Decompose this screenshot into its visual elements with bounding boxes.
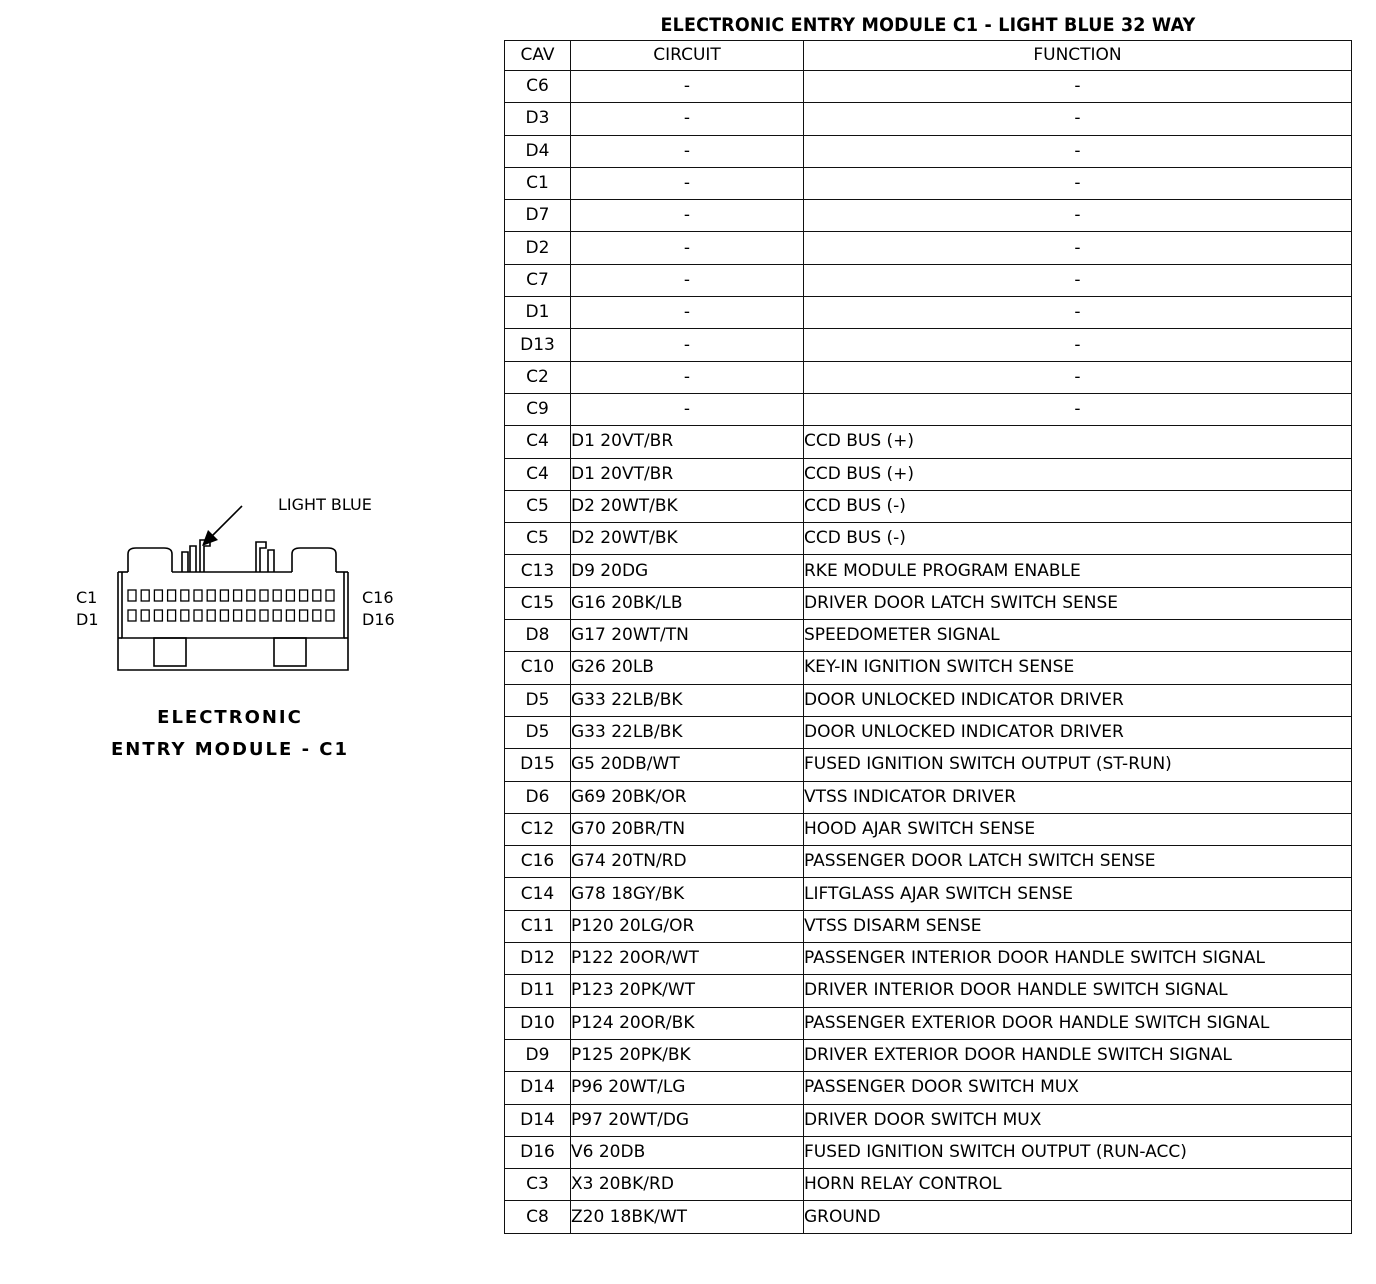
cavity: [260, 590, 268, 601]
cell-function: -: [804, 200, 1352, 232]
table-row: [505, 135, 1352, 167]
cell-cav: C5: [505, 490, 571, 522]
cavity: [141, 610, 149, 621]
table-row: [505, 264, 1352, 296]
cell-cav: C12: [505, 813, 571, 845]
table-row: [505, 426, 1352, 458]
cavity: [154, 610, 162, 621]
cavity: [168, 610, 176, 621]
cavity: [220, 610, 228, 621]
table-row: [505, 620, 1352, 652]
cavity: [234, 610, 242, 621]
table-row: [505, 749, 1352, 781]
cell-cav: D15: [505, 749, 571, 781]
cell-function: DOOR UNLOCKED INDICATOR DRIVER: [804, 716, 1352, 748]
table-row: [505, 1072, 1352, 1104]
table-row: [505, 71, 1352, 103]
cell-cav: C14: [505, 878, 571, 910]
pinout-body: [505, 71, 1352, 1234]
cell-cav: C4: [505, 426, 571, 458]
cell-cav: C4: [505, 458, 571, 490]
cell-circuit: -: [571, 103, 804, 135]
cell-cav: C9: [505, 393, 571, 425]
cell-function: VTSS INDICATOR DRIVER: [804, 781, 1352, 813]
cavity: [220, 590, 228, 601]
cell-circuit: -: [571, 361, 804, 393]
table-row: [505, 297, 1352, 329]
table-row: [505, 1007, 1352, 1039]
cavity: [300, 610, 308, 621]
cell-circuit: G16 20BK/LB: [571, 587, 804, 619]
cell-function: SPEEDOMETER SIGNAL: [804, 620, 1352, 652]
cavity: [128, 590, 136, 601]
cell-function: -: [804, 232, 1352, 264]
cell-circuit: Z20 18BK/WT: [571, 1201, 804, 1233]
cell-circuit: -: [571, 71, 804, 103]
header-cav: CAV: [505, 41, 571, 71]
cell-cav: C5: [505, 523, 571, 555]
table-row: [505, 555, 1352, 587]
cell-function: -: [804, 329, 1352, 361]
table-row: [505, 1039, 1352, 1071]
table-row: [505, 200, 1352, 232]
cell-function: PASSENGER INTERIOR DOOR HANDLE SWITCH SIGNAL: [804, 943, 1352, 975]
cell-cav: D9: [505, 1039, 571, 1071]
cell-function: VTSS DISARM SENSE: [804, 910, 1352, 942]
cavity: [181, 610, 189, 621]
cell-cav: D1: [505, 297, 571, 329]
cell-circuit: P120 20LG/OR: [571, 910, 804, 942]
cell-function: -: [804, 71, 1352, 103]
table-title: ELECTRONIC ENTRY MODULE C1 - LIGHT BLUE 32 WAY: [660, 14, 1196, 36]
cell-function: CCD BUS (-): [804, 490, 1352, 522]
cell-function: GROUND: [804, 1201, 1352, 1233]
cell-circuit: G17 20WT/TN: [571, 620, 804, 652]
cell-function: DRIVER DOOR LATCH SWITCH SENSE: [804, 587, 1352, 619]
cavity: [273, 590, 281, 601]
cell-function: PASSENGER EXTERIOR DOOR HANDLE SWITCH SIGNAL: [804, 1007, 1352, 1039]
cell-circuit: P123 20PK/WT: [571, 975, 804, 1007]
cell-cav: D10: [505, 1007, 571, 1039]
cavity: [326, 590, 334, 601]
color-callout-label: LIGHT BLUE: [278, 495, 372, 514]
cell-cav: D3: [505, 103, 571, 135]
cell-cav: D13: [505, 329, 571, 361]
cavity: [273, 610, 281, 621]
cell-circuit: -: [571, 135, 804, 167]
cavity: [286, 590, 294, 601]
table-row: [505, 103, 1352, 135]
table-row: [505, 232, 1352, 264]
cell-circuit: -: [571, 264, 804, 296]
connector-body: [118, 540, 348, 670]
table-row: [505, 846, 1352, 878]
cell-function: -: [804, 297, 1352, 329]
cell-cav: D5: [505, 716, 571, 748]
label-c1: C1: [76, 588, 98, 607]
cell-cav: D5: [505, 684, 571, 716]
cell-circuit: G33 22LB/BK: [571, 716, 804, 748]
cell-circuit: P96 20WT/LG: [571, 1072, 804, 1104]
table-row: [505, 490, 1352, 522]
header-function: FUNCTION: [804, 41, 1352, 71]
cell-circuit: V6 20DB: [571, 1136, 804, 1168]
table-row: [505, 1104, 1352, 1136]
table-row: [505, 813, 1352, 845]
label-c16: C16: [362, 588, 394, 607]
cell-cav: C13: [505, 555, 571, 587]
table-row: [505, 329, 1352, 361]
cell-cav: C10: [505, 652, 571, 684]
table-row: [505, 393, 1352, 425]
cavity: [234, 590, 242, 601]
table-row: [505, 652, 1352, 684]
cell-cav: C2: [505, 361, 571, 393]
cavity: [247, 610, 255, 621]
cavity: [300, 590, 308, 601]
cell-function: FUSED IGNITION SWITCH OUTPUT (RUN-ACC): [804, 1136, 1352, 1168]
cell-circuit: -: [571, 329, 804, 361]
cell-cav: C3: [505, 1169, 571, 1201]
cell-circuit: D2 20WT/BK: [571, 490, 804, 522]
cell-function: -: [804, 264, 1352, 296]
label-d1: D1: [76, 610, 99, 629]
cell-function: DRIVER EXTERIOR DOOR HANDLE SWITCH SIGNAL: [804, 1039, 1352, 1071]
cell-cav: D2: [505, 232, 571, 264]
cell-circuit: P122 20OR/WT: [571, 943, 804, 975]
cell-circuit: G5 20DB/WT: [571, 749, 804, 781]
cell-cav: C16: [505, 846, 571, 878]
cell-cav: D8: [505, 620, 571, 652]
cavity: [128, 610, 136, 621]
cell-cav: D7: [505, 200, 571, 232]
cell-function: RKE MODULE PROGRAM ENABLE: [804, 555, 1352, 587]
cavity: [154, 590, 162, 601]
cell-cav: C7: [505, 264, 571, 296]
caption-line-1: ELECTRONIC: [157, 707, 303, 728]
table-row: [505, 878, 1352, 910]
table-row: [505, 361, 1352, 393]
cell-circuit: G33 22LB/BK: [571, 684, 804, 716]
cavity: [286, 610, 294, 621]
cell-cav: C15: [505, 587, 571, 619]
cell-circuit: D1 20VT/BR: [571, 458, 804, 490]
cell-function: PASSENGER DOOR SWITCH MUX: [804, 1072, 1352, 1104]
cavity: [207, 610, 215, 621]
cell-function: HORN RELAY CONTROL: [804, 1169, 1352, 1201]
cell-circuit: -: [571, 232, 804, 264]
table-row: [505, 684, 1352, 716]
cell-cav: C1: [505, 167, 571, 199]
table-row: [505, 943, 1352, 975]
cell-circuit: -: [571, 167, 804, 199]
table-row: [505, 975, 1352, 1007]
caption-line-2: ENTRY MODULE - C1: [110, 739, 350, 760]
cell-function: KEY-IN IGNITION SWITCH SENSE: [804, 652, 1352, 684]
cavity: [260, 610, 268, 621]
cavity: [247, 590, 255, 601]
cell-function: -: [804, 361, 1352, 393]
cell-function: CCD BUS (+): [804, 458, 1352, 490]
cavity: [313, 610, 321, 621]
table-row: [505, 523, 1352, 555]
cell-circuit: D9 20DG: [571, 555, 804, 587]
cavity: [194, 610, 202, 621]
cell-function: DRIVER INTERIOR DOOR HANDLE SWITCH SIGNAL: [804, 975, 1352, 1007]
label-d16: D16: [362, 610, 395, 629]
table-row: [505, 1136, 1352, 1168]
header-circuit: CIRCUIT: [571, 41, 804, 71]
cavity: [326, 610, 334, 621]
cell-cav: D6: [505, 781, 571, 813]
module-caption: [110, 702, 350, 766]
table-row: [505, 1201, 1352, 1233]
cell-circuit: -: [571, 297, 804, 329]
cavity: [194, 590, 202, 601]
cell-function: -: [804, 103, 1352, 135]
cell-function: -: [804, 167, 1352, 199]
cell-circuit: X3 20BK/RD: [571, 1169, 804, 1201]
cell-circuit: -: [571, 393, 804, 425]
cell-function: -: [804, 393, 1352, 425]
cell-cav: D12: [505, 943, 571, 975]
cell-circuit: G69 20BK/OR: [571, 781, 804, 813]
cell-circuit: P97 20WT/DG: [571, 1104, 804, 1136]
cavity-grid: [128, 590, 334, 621]
table-row: [505, 587, 1352, 619]
table-header-row: [505, 41, 1352, 71]
cell-circuit: G74 20TN/RD: [571, 846, 804, 878]
cell-cav: D16: [505, 1136, 571, 1168]
connector-diagram: [60, 490, 420, 690]
cavity: [313, 590, 321, 601]
cavity: [141, 590, 149, 601]
cell-cav: C8: [505, 1201, 571, 1233]
cell-function: DOOR UNLOCKED INDICATOR DRIVER: [804, 684, 1352, 716]
cell-cav: D11: [505, 975, 571, 1007]
cell-cav: C6: [505, 71, 571, 103]
table-row: [505, 1169, 1352, 1201]
table-row: [505, 458, 1352, 490]
cell-circuit: G26 20LB: [571, 652, 804, 684]
cell-function: -: [804, 135, 1352, 167]
cell-cav: D14: [505, 1072, 571, 1104]
cell-function: PASSENGER DOOR LATCH SWITCH SENSE: [804, 846, 1352, 878]
cell-cav: C11: [505, 910, 571, 942]
cavity: [207, 590, 215, 601]
cell-function: CCD BUS (+): [804, 426, 1352, 458]
cell-cav: D14: [505, 1104, 571, 1136]
cell-circuit: D2 20WT/BK: [571, 523, 804, 555]
cell-circuit: G70 20BR/TN: [571, 813, 804, 845]
cell-function: HOOD AJAR SWITCH SENSE: [804, 813, 1352, 845]
cell-function: FUSED IGNITION SWITCH OUTPUT (ST-RUN): [804, 749, 1352, 781]
pinout-table: [504, 40, 1352, 1234]
cell-function: LIFTGLASS AJAR SWITCH SENSE: [804, 878, 1352, 910]
table-row: [505, 716, 1352, 748]
table-row: [505, 781, 1352, 813]
cavity: [181, 590, 189, 601]
cell-cav: D4: [505, 135, 571, 167]
cell-circuit: P125 20PK/BK: [571, 1039, 804, 1071]
cell-circuit: D1 20VT/BR: [571, 426, 804, 458]
cell-function: DRIVER DOOR SWITCH MUX: [804, 1104, 1352, 1136]
cavity: [168, 590, 176, 601]
cell-function: CCD BUS (-): [804, 523, 1352, 555]
cell-circuit: G78 18GY/BK: [571, 878, 804, 910]
cell-circuit: P124 20OR/BK: [571, 1007, 804, 1039]
cell-circuit: -: [571, 200, 804, 232]
table-row: [505, 910, 1352, 942]
table-row: [505, 167, 1352, 199]
